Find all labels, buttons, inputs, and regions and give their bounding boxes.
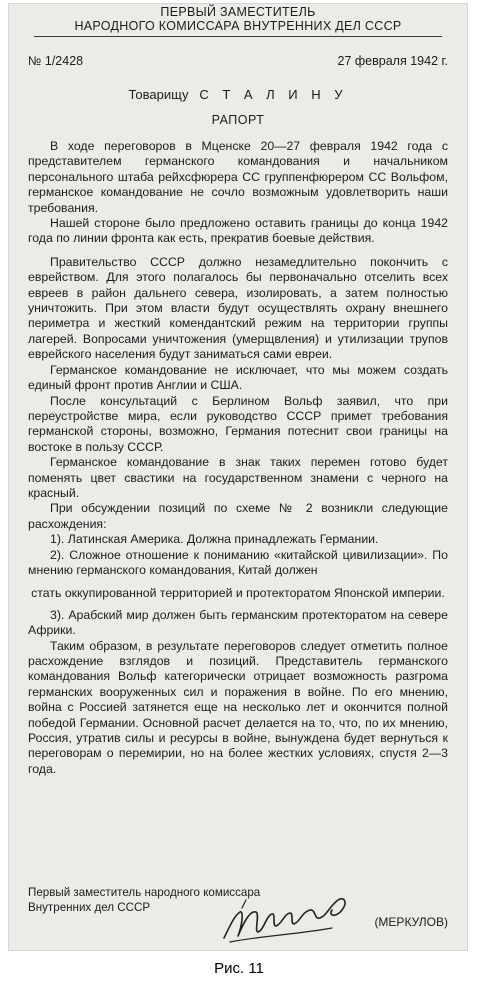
paragraph: При обсуждении позиций по схеме № 2 возникли следующие расхождения: (28, 501, 448, 531)
addressee-name: С Т А Л И Н У (199, 87, 348, 102)
document-number: № 1/2428 (28, 54, 84, 68)
list-item: 1). Латинская Америка. Должна принадлежать Германии. (50, 532, 379, 547)
list-item-continuation: стать оккупированной территорией и протекторатом Японской империи. (31, 586, 445, 601)
paragraph: Правительство СССР должно незамедлительно покончить с еврейством. Для этого полагалось бы первоначально отселить всех евреев в район дальнего севера, изолировать, а затем полностью уничтожить. При этом власти будут осуществлять охрану внешнего периметра и жесткий комендантский режим на территории группы лагерей. Вопросами уничтожения (умерщвления) и утилизации трупов еврейского населения будут заниматься сами евреи. (28, 254, 448, 362)
document-body (28, 139, 448, 777)
paragraph: Германское командование в знак таких перемен готово будет поменять цвет свастики на государственном знамени с черного на красный. (28, 455, 448, 500)
paragraph: В ходе переговоров в Мценске 20—27 февраля 1942 года с представителем германского командования и начальником персонального штаба рейхсфюрера СС группенфюрером СС Вольфом, германское командование не сочло возможным удовлетворить наши требования. (28, 139, 448, 215)
list-item: 2). Сложное отношение к пониманию «китайской цивилизации». По мнению германского командования, Китай должен (28, 547, 448, 577)
paragraph: Таким образом, в результате переговоров следует отметить полное расхождение взглядов и позиций. Представитель германского командования Вольф категорически отрицает возможность разгрома германских вооруженных сил и поражения в войне. По его мнению, война с Россией затянется еще на несколько лет и окончится полной победой Германии. Основной расчет делается на то, что, по их мнению, Россия, утратив силы и ресурсы в войне, вынуждена будет вернуться к переговорам о перемирии, но на более жестких условиях, спустя 2—3 года. (28, 638, 448, 776)
letterhead (8, 5, 468, 33)
letterhead-divider (34, 36, 442, 37)
signatory-title-line-2: Внутренних дел СССР (28, 901, 151, 914)
addressee (8, 87, 468, 102)
handwritten-signature (220, 886, 355, 950)
document-sheet (8, 3, 468, 951)
paragraph: Германское командование не исключает, что мы можем создать единый фронт против Англии и США. (28, 362, 448, 393)
list-item: 3). Арабский мир должен быть германским протекторатом на севере Африки. (28, 607, 448, 638)
addressee-prefix: Товарищу (128, 87, 189, 102)
document-title: РАПОРТ (211, 113, 265, 127)
signatory-name: (МЕРКУЛОВ) (374, 915, 448, 929)
paragraph: Нашей стороне было предложено оставить границы до конца 1942 года по линии фронта как есть, прекратив боевые действия. (28, 216, 448, 246)
document-date: 27 февраля 1942 г. (337, 54, 448, 68)
figure-caption: Рис. 11 (214, 960, 264, 977)
letterhead-line-2: НАРОДНОГО КОМИССАРА ВНУТРЕННИХ ДЕЛ СССР (74, 19, 402, 33)
paragraph: После консультаций с Берлином Вольф заявил, что при переустройстве мира, если руководство СССР примет требования германской стороны, возможно, Германия потеснит свои границы на востоке в пользу СССР. (28, 393, 448, 454)
signatory-title-line-1: Первый заместитель народного комиссара (28, 886, 261, 899)
letterhead-line-1: ПЕРВЫЙ ЗАМЕСТИТЕЛЬ (160, 5, 316, 19)
